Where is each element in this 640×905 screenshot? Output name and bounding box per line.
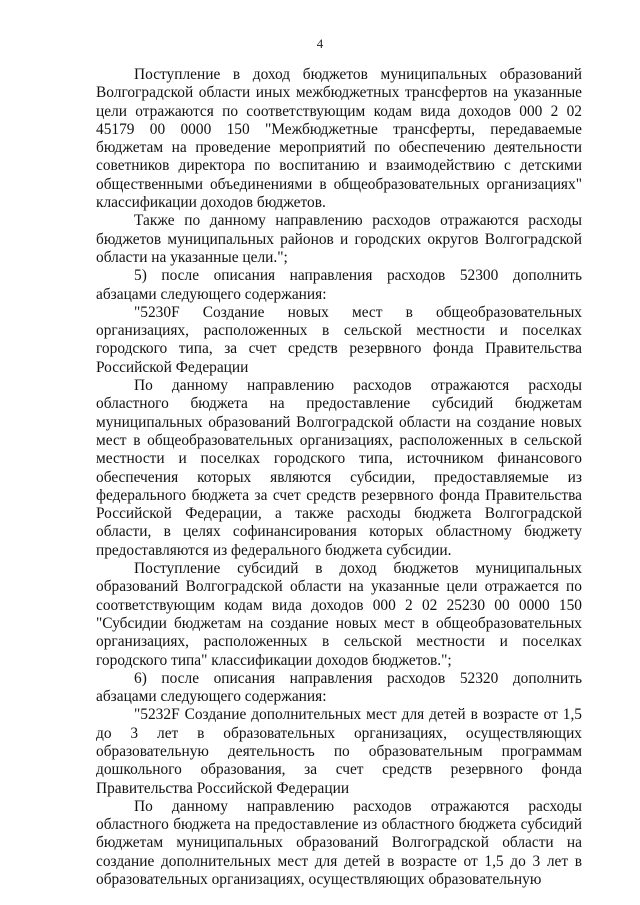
paragraph-additional-places: По данному направлению расходов отражаются расходы областного бюджета на предоставление из областного бюджета субсидий бюджетам муниципальных образований Волгоградской области на создание дополнительных мест для детей в возрасте от 1,5 до 3 лет в образовательных организациях, осуществляющих образовательную xyxy=(96,797,582,889)
document-body xyxy=(96,66,582,889)
paragraph-code-5232f: "5232F Создание дополнительных мест для детей в возрасте от 1,5 до 3 лет в образовательных организациях, осуществляющих образовательную деятельность по образовательным программам дошкольного образования, за счет средств резервного фонда Правительства Российской Федерации xyxy=(96,706,582,797)
paragraph-code-5230f: "5230F Создание новых мест в общеобразовательных организациях, расположенных в сельской местности и поселках городского типа, за счет средств резервного фонда Правительства Российской Федерации xyxy=(96,303,582,376)
paragraph-subsidy-description: По данному направлению расходов отражаются расходы областного бюджета на предоставление субсидий бюджетам муниципальных образований Волгоградской области на создание новых мест в общеобразовательных организациях, расположенных в сельской местности и поселках городского типа, источником финансового обеспечения которых являются субсидии, предоставляемые из федерального бюджета за счет средств резервного фонда Правительства Российской Федерации, а также расходы бюджета Волгоградской области, в целях софинансирования которых областному бюджету предоставляются из федерального бюджета субсидии. xyxy=(96,377,582,559)
paragraph-item-5: 5) после описания направления расходов 52300 дополнить абзацами следующего содержания: xyxy=(96,267,582,303)
page-number: 4 xyxy=(316,36,324,51)
paragraph-also-expenses: Также по данному направлению расходов отражаются расходы бюджетов муниципальных районов и городских округов Волгоградской области на указанные цели."; xyxy=(96,212,582,266)
paragraph-income-transfers: Поступление в доход бюджетов муниципальных образований Волгоградской области иных межбюджетных трансфертов на указанные цели отражаются по соответствующим кодам вида доходов 000 2 02 45179 00 0000 150 "Межбюджетные трансферты, передаваемые бюджетам на проведение мероприятий по обеспечению деятельности советников директора по воспитанию и взаимодействию с детскими общественными объединениями в общеобразовательных организациях" классификации доходов бюджетов. xyxy=(96,66,582,212)
paragraph-item-6: 6) после описания направления расходов 52320 дополнить абзацами следующего содержания: xyxy=(96,669,582,706)
paragraph-subsidy-income: Поступление субсидий в доход бюджетов муниципальных образований Волгоградской области на указанные цели отражается по соответствующим кодам вида доходов 000 2 02 25230 00 0000 150 "Субсидии бюджетам на создание новых мест в общеобразовательных организациях, расположенных в сельской местности и поселках городского типа" классификации доходов бюджетов."; xyxy=(96,560,582,669)
